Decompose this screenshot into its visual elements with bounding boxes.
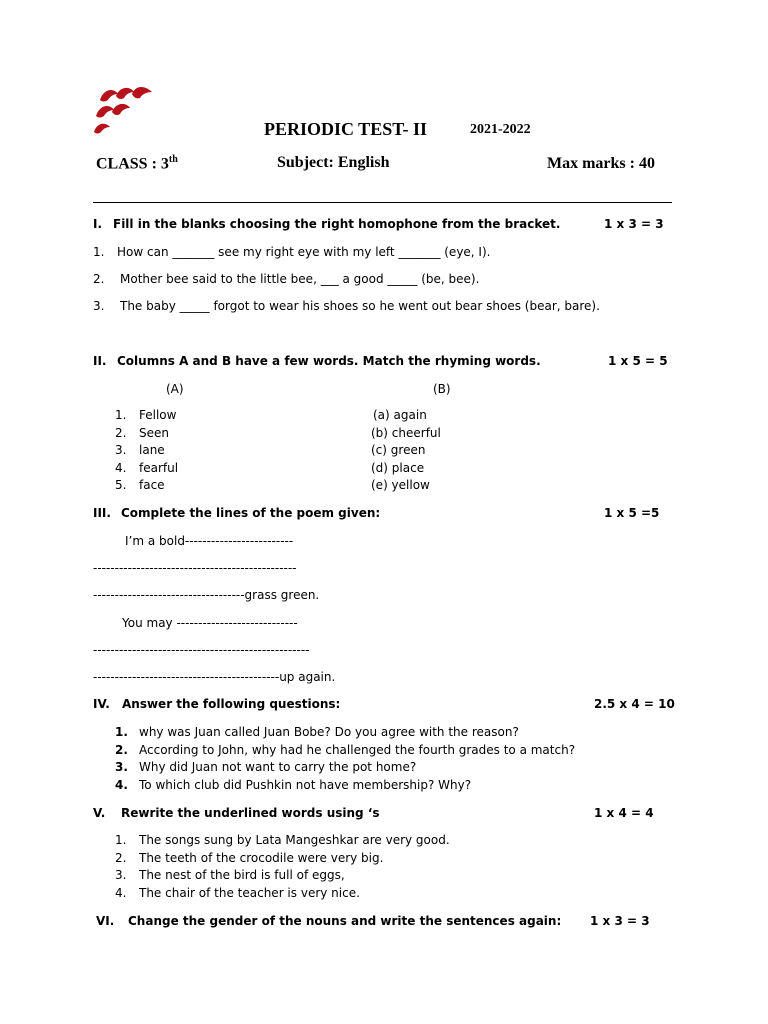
column-a-item: Seen — [139, 426, 169, 440]
column-a-heading: (A) — [166, 382, 184, 396]
page-title: PERIODIC TEST- II — [264, 119, 428, 139]
column-a-item: fearful — [139, 461, 179, 475]
list-item-number: 3. — [93, 299, 105, 313]
list-item-number: 5. — [115, 478, 127, 492]
poem-line: -------------------------------------------------- — [93, 643, 310, 657]
column-a-item: Fellow — [139, 408, 177, 422]
section-5-title: Rewrite the underlined words using ‘s — [121, 806, 380, 820]
list-item: Mother bee said to the little bee, ___ a good _____ (be, bee). — [120, 272, 480, 286]
section-5-marks: 1 x 4 = 4 — [594, 806, 654, 820]
section-2-number: II. — [93, 354, 107, 368]
academic-year: 2021-2022 — [470, 122, 531, 137]
list-item-number: 4. — [115, 461, 127, 475]
question-item: According to John, why had he challenged the fourth grades to a match? — [139, 743, 576, 757]
poem-line: -------------------------------------------up again. — [93, 670, 336, 684]
poem-line: I’m a bold------------------------- — [125, 534, 294, 548]
list-item-number: 4. — [115, 886, 127, 900]
list-item-number: 1. — [115, 408, 127, 422]
question-item: why was Juan called Juan Bobe? Do you agree with the reason? — [139, 725, 519, 739]
list-item: How can _______ see my right eye with my left _______ (eye, I). — [117, 245, 491, 259]
list-item-number: 3. — [115, 868, 127, 882]
list-item-number: 3. — [115, 760, 128, 774]
section-4-title: Answer the following questions: — [122, 697, 341, 711]
sentence-item: The nest of the bird is full of eggs, — [139, 868, 345, 882]
red-birds-logo-icon — [92, 86, 154, 136]
poem-line: ----------------------------------------------- — [93, 561, 297, 575]
section-1-title: Fill in the blanks choosing the right homophone from the bracket. — [113, 217, 561, 231]
header-divider — [93, 202, 672, 203]
list-item: The baby _____ forgot to wear his shoes so he went out bear shoes (bear, bare). — [120, 299, 600, 313]
question-item: Why did Juan not want to carry the pot home? — [139, 760, 417, 774]
list-item-number: 4. — [115, 778, 128, 792]
column-b-heading: (B) — [433, 382, 451, 396]
section-4-marks: 2.5 x 4 = 10 — [594, 697, 675, 711]
max-marks: Max marks : 40 — [547, 155, 655, 172]
section-6-marks: 1 x 3 = 3 — [590, 914, 650, 928]
subject-label: Subject: English — [277, 154, 390, 171]
list-item-number: 1. — [115, 833, 127, 847]
section-4-number: IV. — [93, 697, 110, 711]
column-b-item: (b) cheerful — [371, 426, 441, 440]
poem-line: -----------------------------------grass green. — [93, 588, 320, 602]
list-item-number: 1. — [115, 725, 128, 739]
list-item-number: 1. — [93, 245, 105, 259]
section-2-marks: 1 x 5 = 5 — [608, 354, 668, 368]
section-3-title: Complete the lines of the poem given: — [121, 506, 381, 520]
list-item-number: 2. — [115, 743, 128, 757]
column-b-item: (c) green — [371, 443, 426, 457]
class-label: CLASS : 3th — [96, 154, 178, 173]
column-b-item: (e) yellow — [371, 478, 430, 492]
section-6-number: VI. — [96, 914, 115, 928]
column-b-item: (a) again — [373, 408, 427, 422]
sentence-item: The chair of the teacher is very nice. — [139, 886, 360, 900]
section-1-number: I. — [93, 217, 103, 231]
column-a-item: lane — [139, 443, 165, 457]
list-item-number: 3. — [115, 443, 127, 457]
section-3-marks: 1 x 5 =5 — [604, 506, 660, 520]
list-item-number: 2. — [115, 426, 127, 440]
poem-line: You may ---------------------------- — [122, 616, 298, 630]
column-b-item: (d) place — [371, 461, 425, 475]
sentence-item: The teeth of the crocodile were very big. — [139, 851, 384, 865]
column-a-item: face — [139, 478, 165, 492]
question-item: To which club did Pushkin not have membership? Why? — [139, 778, 472, 792]
section-6-title: Change the gender of the nouns and write the sentences again: — [128, 914, 562, 928]
list-item-number: 2. — [115, 851, 127, 865]
section-3-number: III. — [93, 506, 111, 520]
section-1-marks: 1 x 3 = 3 — [604, 217, 664, 231]
list-item-number: 2. — [93, 272, 105, 286]
sentence-item: The songs sung by Lata Mangeshkar are very good. — [139, 833, 450, 847]
section-5-number: V. — [93, 806, 106, 820]
section-2-title: Columns A and B have a few words. Match the rhyming words. — [117, 354, 541, 368]
